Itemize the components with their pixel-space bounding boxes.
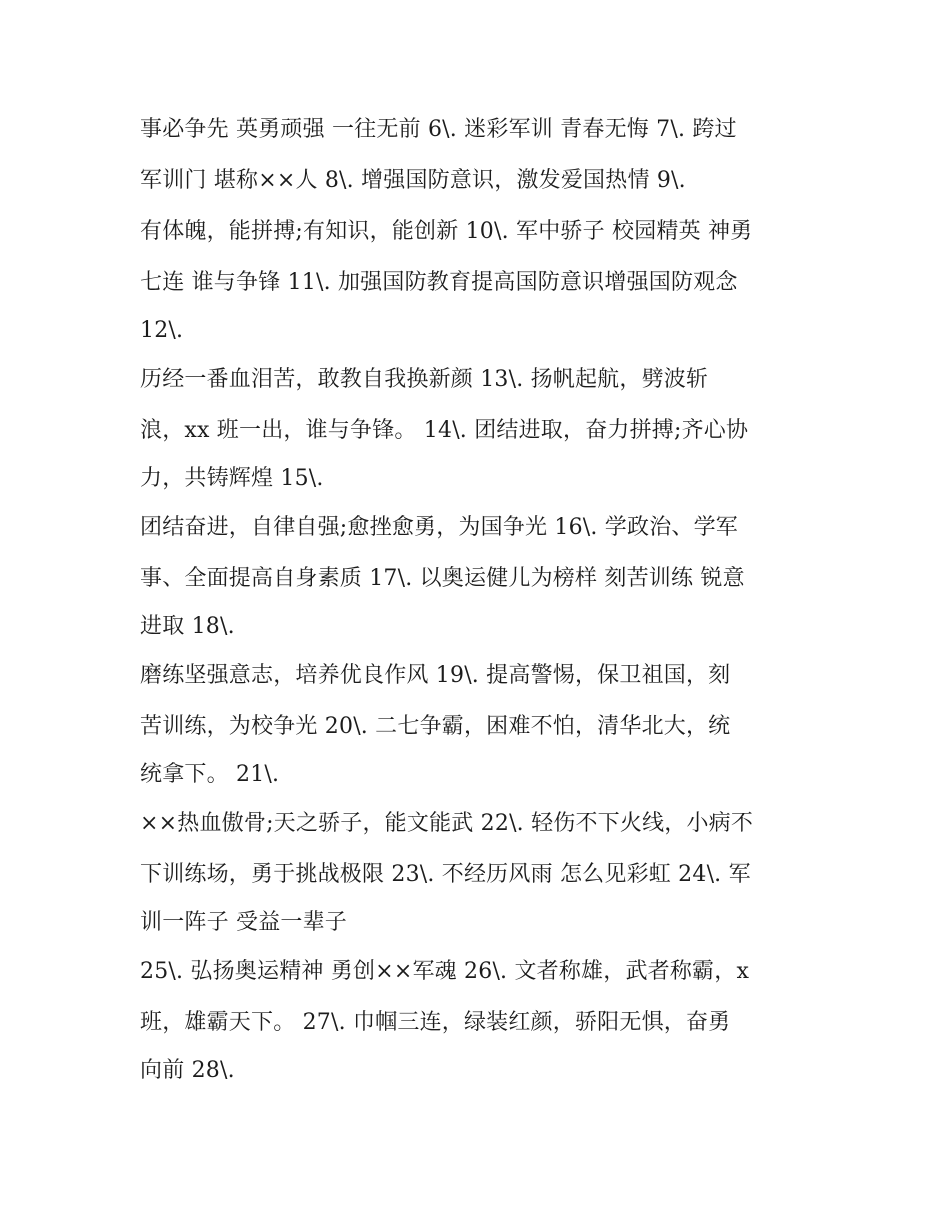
text-line: 下训练场，勇于挑战极限 23\. 不经历风雨 怎么见彩虹 24\. 军 — [140, 862, 751, 887]
text-line: 有体魄，能拼搏;有知识，能创新 10\. 军中骄子 校园精英 神勇 — [140, 219, 753, 244]
document-body — [140, 104, 820, 1094]
text-line: 军训门 堪称××人 8\. 增强国防意识，激发爱国热情 9\. — [140, 168, 686, 193]
text-line: 浪，xx 班一出，谁与争锋。 14\. 团结进取，奋力拼搏;齐心协 — [140, 418, 749, 443]
text-line: 进取 18\. — [140, 614, 235, 639]
text-line: 历经一番血泪苦，敢教自我换新颜 13\. 扬帆起航，劈波斩 — [140, 367, 709, 392]
text-line: 团结奋进，自律自强;愈挫愈勇，为国争光 16\. 学政治、学军 — [140, 515, 738, 540]
text-line: 12\. — [140, 318, 184, 343]
text-line: 苦训练，为校争光 20\. 二七争霸，困难不怕，清华北大，统 — [140, 714, 731, 739]
text-line: 班，雄霸天下。 27\. 巾帼三连，绿装红颜，骄阳无惧，奋勇 — [140, 1010, 731, 1035]
text-line: 向前 28\. — [140, 1058, 235, 1083]
text-line: 事、全面提高自身素质 17\. 以奥运健儿为榜样 刻苦训练 锐意 — [140, 566, 745, 591]
text-line: 事必争先 英勇顽强 一往无前 6\. 迷彩军训 青春无悔 7\. 跨过 — [140, 117, 737, 142]
text-line: 训一阵子 受益一辈子 — [140, 910, 347, 935]
text-line: 统拿下。 21\. — [140, 762, 280, 787]
text-line: ××热血傲骨;天之骄子，能文能武 22\. 轻伤不下火线，小病不 — [140, 811, 754, 836]
text-line: 力，共铸辉煌 15\. — [140, 466, 324, 491]
text-line: 磨练坚强意志，培养优良作风 19\. 提高警惕，保卫祖国，刻 — [140, 663, 731, 688]
text-line: 七连 谁与争锋 11\. 加强国防教育提高国防意识增强国防观念 — [140, 270, 738, 295]
text-line: 25\. 弘扬奥运精神 勇创××军魂 26\. 文者称雄，武者称霸，x — [140, 959, 750, 984]
